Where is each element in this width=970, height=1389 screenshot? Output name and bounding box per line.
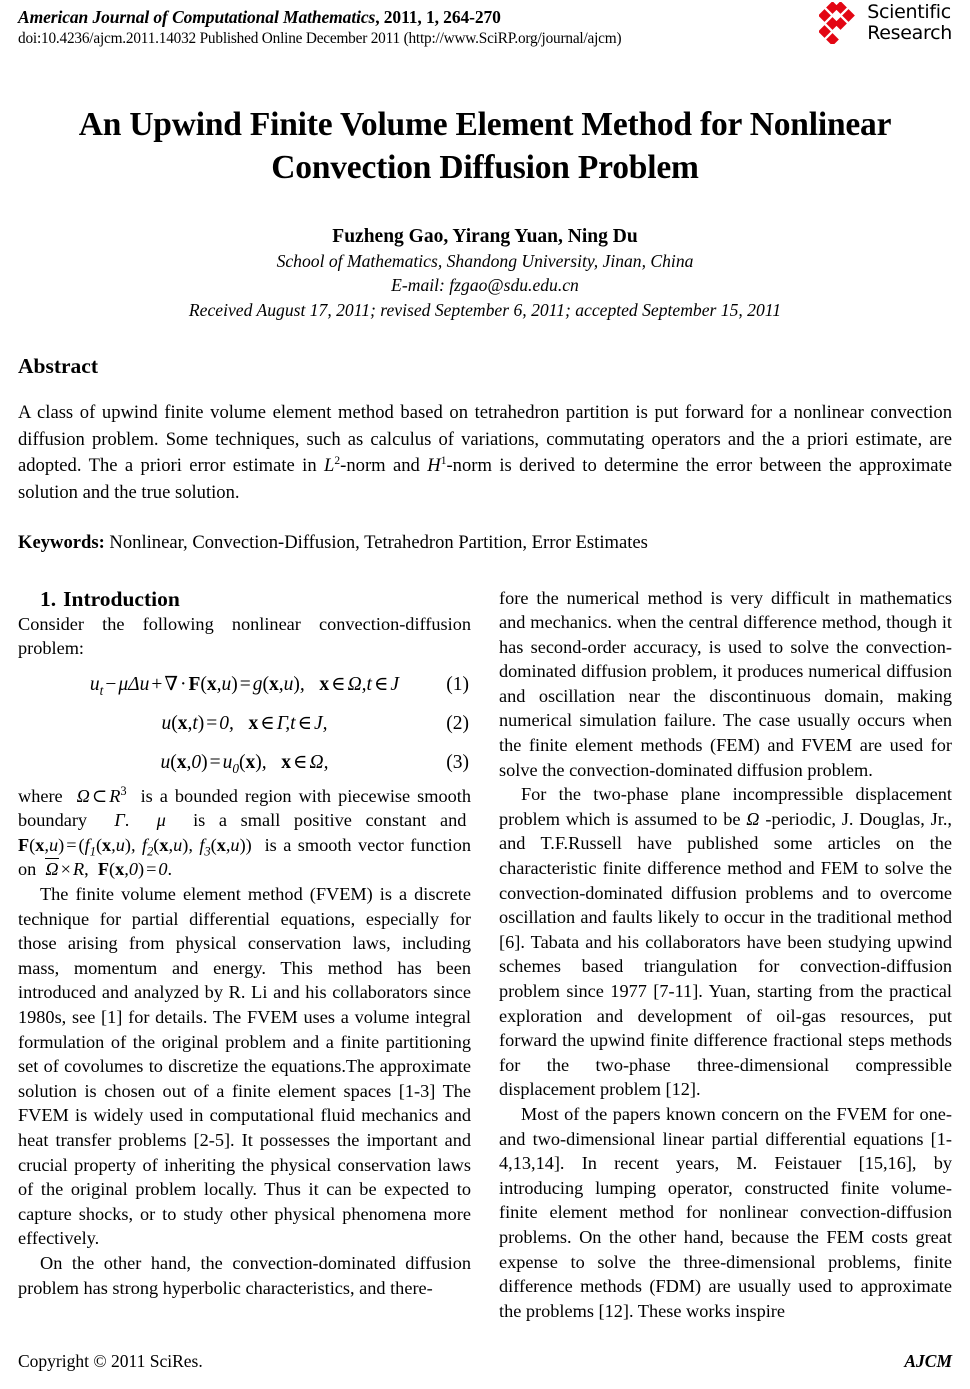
equation-1-body: $u_t - \mu\Delta u$ + ∇ · F(x,u) = g(x,u), x ∈ Ω,t ∈ J — [89, 673, 400, 698]
publisher-logo — [819, 2, 952, 44]
author-block — [18, 224, 952, 322]
journal-abbreviation: AJCM — [904, 1351, 952, 1371]
journal-volume-info: , 2011, 1, 264-270 — [375, 7, 501, 27]
abstract-text — [18, 400, 952, 506]
page-footer — [18, 1350, 952, 1372]
email-label: E-mail — [391, 275, 440, 295]
section-number: 1. — [40, 586, 57, 611]
keywords-line — [18, 530, 952, 557]
intro-paragraph-2: The finite volume element method (FVEM) is a discrete technique for partial differential equations, especially for those arising from physical conservation laws, including mass, momentum and energy. This method has been introduced and analyzed by R. Li and his collaborators since 1980s, see [1] for details. The FVEM uses a volume integral formulation of the original problem and a finite partitioning set of covolumes to discretize the equations.The approximate solution is chosen out of a finite element spaces [1-3] The FVEM is widely used in computational fluid mechanics and heat transfer problems [2-5]. It possesses the important and crucial property of inheriting the physical conservation laws of the original problem locally. Thus it can be expected to capture shocks, or to study other physical phenomena more effectively. — [18, 884, 471, 1249]
right-paragraph-2-part-b: -periodic, J. Douglas, Jr., and T.F.Russell have published some articles on the characteristic finite difference method and FEM to solve the convection-dominated diffusion problems and to overcome oscillation and faults likely to occur in the traditional method [6]. Tabata and his collaborators have been studying upwind schemes based triangulation for convection-diffusion problem since 1977 [7-11]. Yuan, starting from the practical exploration and development of oil-gas resources, put forward the upwind finite difference fractional steps methods for the two-phase three-dimensional compressible displacement problem [12]. — [499, 808, 952, 1100]
keywords-label: Keywords: — [18, 532, 105, 553]
equation-2-number: (2) — [446, 712, 469, 734]
equation-3-number: (3) — [446, 751, 469, 773]
copyright-notice: Copyright © 2011 SciRes. — [18, 1351, 203, 1371]
email-address[interactable]: fzgao@sdu.edu.cn — [449, 275, 579, 295]
equation-2-body: u(x,t) = 0, x ∈ Γ,t ∈ J, — [161, 712, 328, 734]
abstract-part-1: A class of upwind finite volume element method based on tetrahedron partition is put forward for a nonlinear convection diffusion problem. Some techniques, such as calculus of variations, commutating operators and the a priori estimate, are adopted. The a priori error estimate in — [18, 402, 952, 476]
equation-3 — [18, 748, 471, 778]
right-column — [499, 586, 952, 1324]
equation-1 — [18, 670, 471, 700]
publisher-name — [867, 2, 952, 44]
journal-title-line — [18, 6, 738, 28]
abstract-heading: Abstract — [18, 354, 99, 378]
section-heading-introduction — [18, 586, 471, 612]
intro-paragraph-where: where Ω ⊂ $R^3$ is a bounded region with piecewise smooth boundary Γ. μ is a small positive constant and $F(x,u) = (f_1(x,u)$, $f_2(x,u)$, $f_3(x,u)$) is a smooth vector function on Ω × R, F(x,0) = 0. — [18, 783, 471, 880]
equation-3-body: $u(x,0) = u_0(x)$, x ∈ Ω, — [160, 751, 329, 776]
keywords-list: Nonlinear, Convection-Diffusion, Tetrahedron Partition, Error Estimates — [109, 532, 648, 553]
right-paragraph-2-part-a: For the two-phase plane incompressible displacement problem which is assumed to be — [499, 784, 952, 829]
l-norm-exponent: 2 — [334, 454, 341, 467]
intro-paragraph-3: On the other hand, the convection-dominated diffusion problem has strong hyperbolic characteristics, and there- — [18, 1252, 471, 1298]
scientific-research-diamond-icon — [819, 2, 861, 44]
left-column — [18, 586, 471, 1324]
doi-line: doi:10.4236/ajcm.2011.14032 Published Online December 2011 (http://www.SciRP.org/journal/ajcm) — [18, 30, 622, 47]
masthead-text — [18, 6, 738, 49]
intro-paragraph-1: Consider the following nonlinear convection-diffusion problem: — [18, 613, 471, 659]
h-norm-exponent: 1 — [440, 454, 447, 467]
publisher-name-line2: Research — [867, 22, 952, 44]
section-title: Introduction — [63, 586, 180, 611]
author-email-line: E-mail: fzgao@sdu.edu.cn — [391, 275, 579, 295]
right-paragraph-1: fore the numerical method is very difficult in mathematics and mechanics. when the central difference method, though it has second-order accuracy, is used to solve the convection-dominated diffusion problem, it produces numerical diffusion and oscillation near the discontinuous domain, making numerical simulation failure. The case usually occurs when the finite element methods (FEM) and FVEM are used for solve the convection-dominated diffusion problem. — [499, 587, 952, 780]
right-paragraph-3: Most of the papers known concern on the FVEM for one- and two-dimensional linear partial differential equations [1-4,13,14]. In recent years, M. Feistauer [15,16], by introducing lumping operator, constructed finite volume-finite element method for nonlinear convection-diffusion problems. On the other hand, because the FEM costs great expense to solve the three-dimensional problems, finite difference methods (FDM) are usually used to approximate the problems [12]. These works inspire — [499, 1103, 952, 1321]
h-norm-symbol: H — [427, 455, 441, 476]
publisher-name-line1: Scientific — [867, 1, 951, 23]
submission-dates: Received August 17, 2011; revised September 6, 2011; accepted September 15, 2011 — [188, 300, 782, 320]
author-names: Fuzheng Gao, Yirang Yuan, Ning Du — [332, 226, 638, 247]
masthead — [18, 0, 952, 62]
journal-title: American Journal of Computational Mathematics — [18, 7, 376, 27]
abstract-part-3: -norm is derived to determine the error between the approximate solution and the true solution. — [18, 455, 952, 503]
right-paragraph-2 — [499, 782, 952, 1102]
l-norm-symbol: L — [324, 455, 335, 476]
abstract-part-2: -norm and — [340, 455, 428, 476]
author-affiliation: School of Mathematics, Shandong University, Jinan, China — [276, 251, 694, 271]
paper-title: An Upwind Finite Volume Element Method for Nonlinear Convection Diffusion Problem — [78, 106, 892, 186]
equation-2 — [18, 709, 471, 739]
equation-1-number: (1) — [446, 673, 469, 695]
body-columns — [18, 586, 952, 1324]
omega-symbol: Ω — [746, 808, 760, 829]
